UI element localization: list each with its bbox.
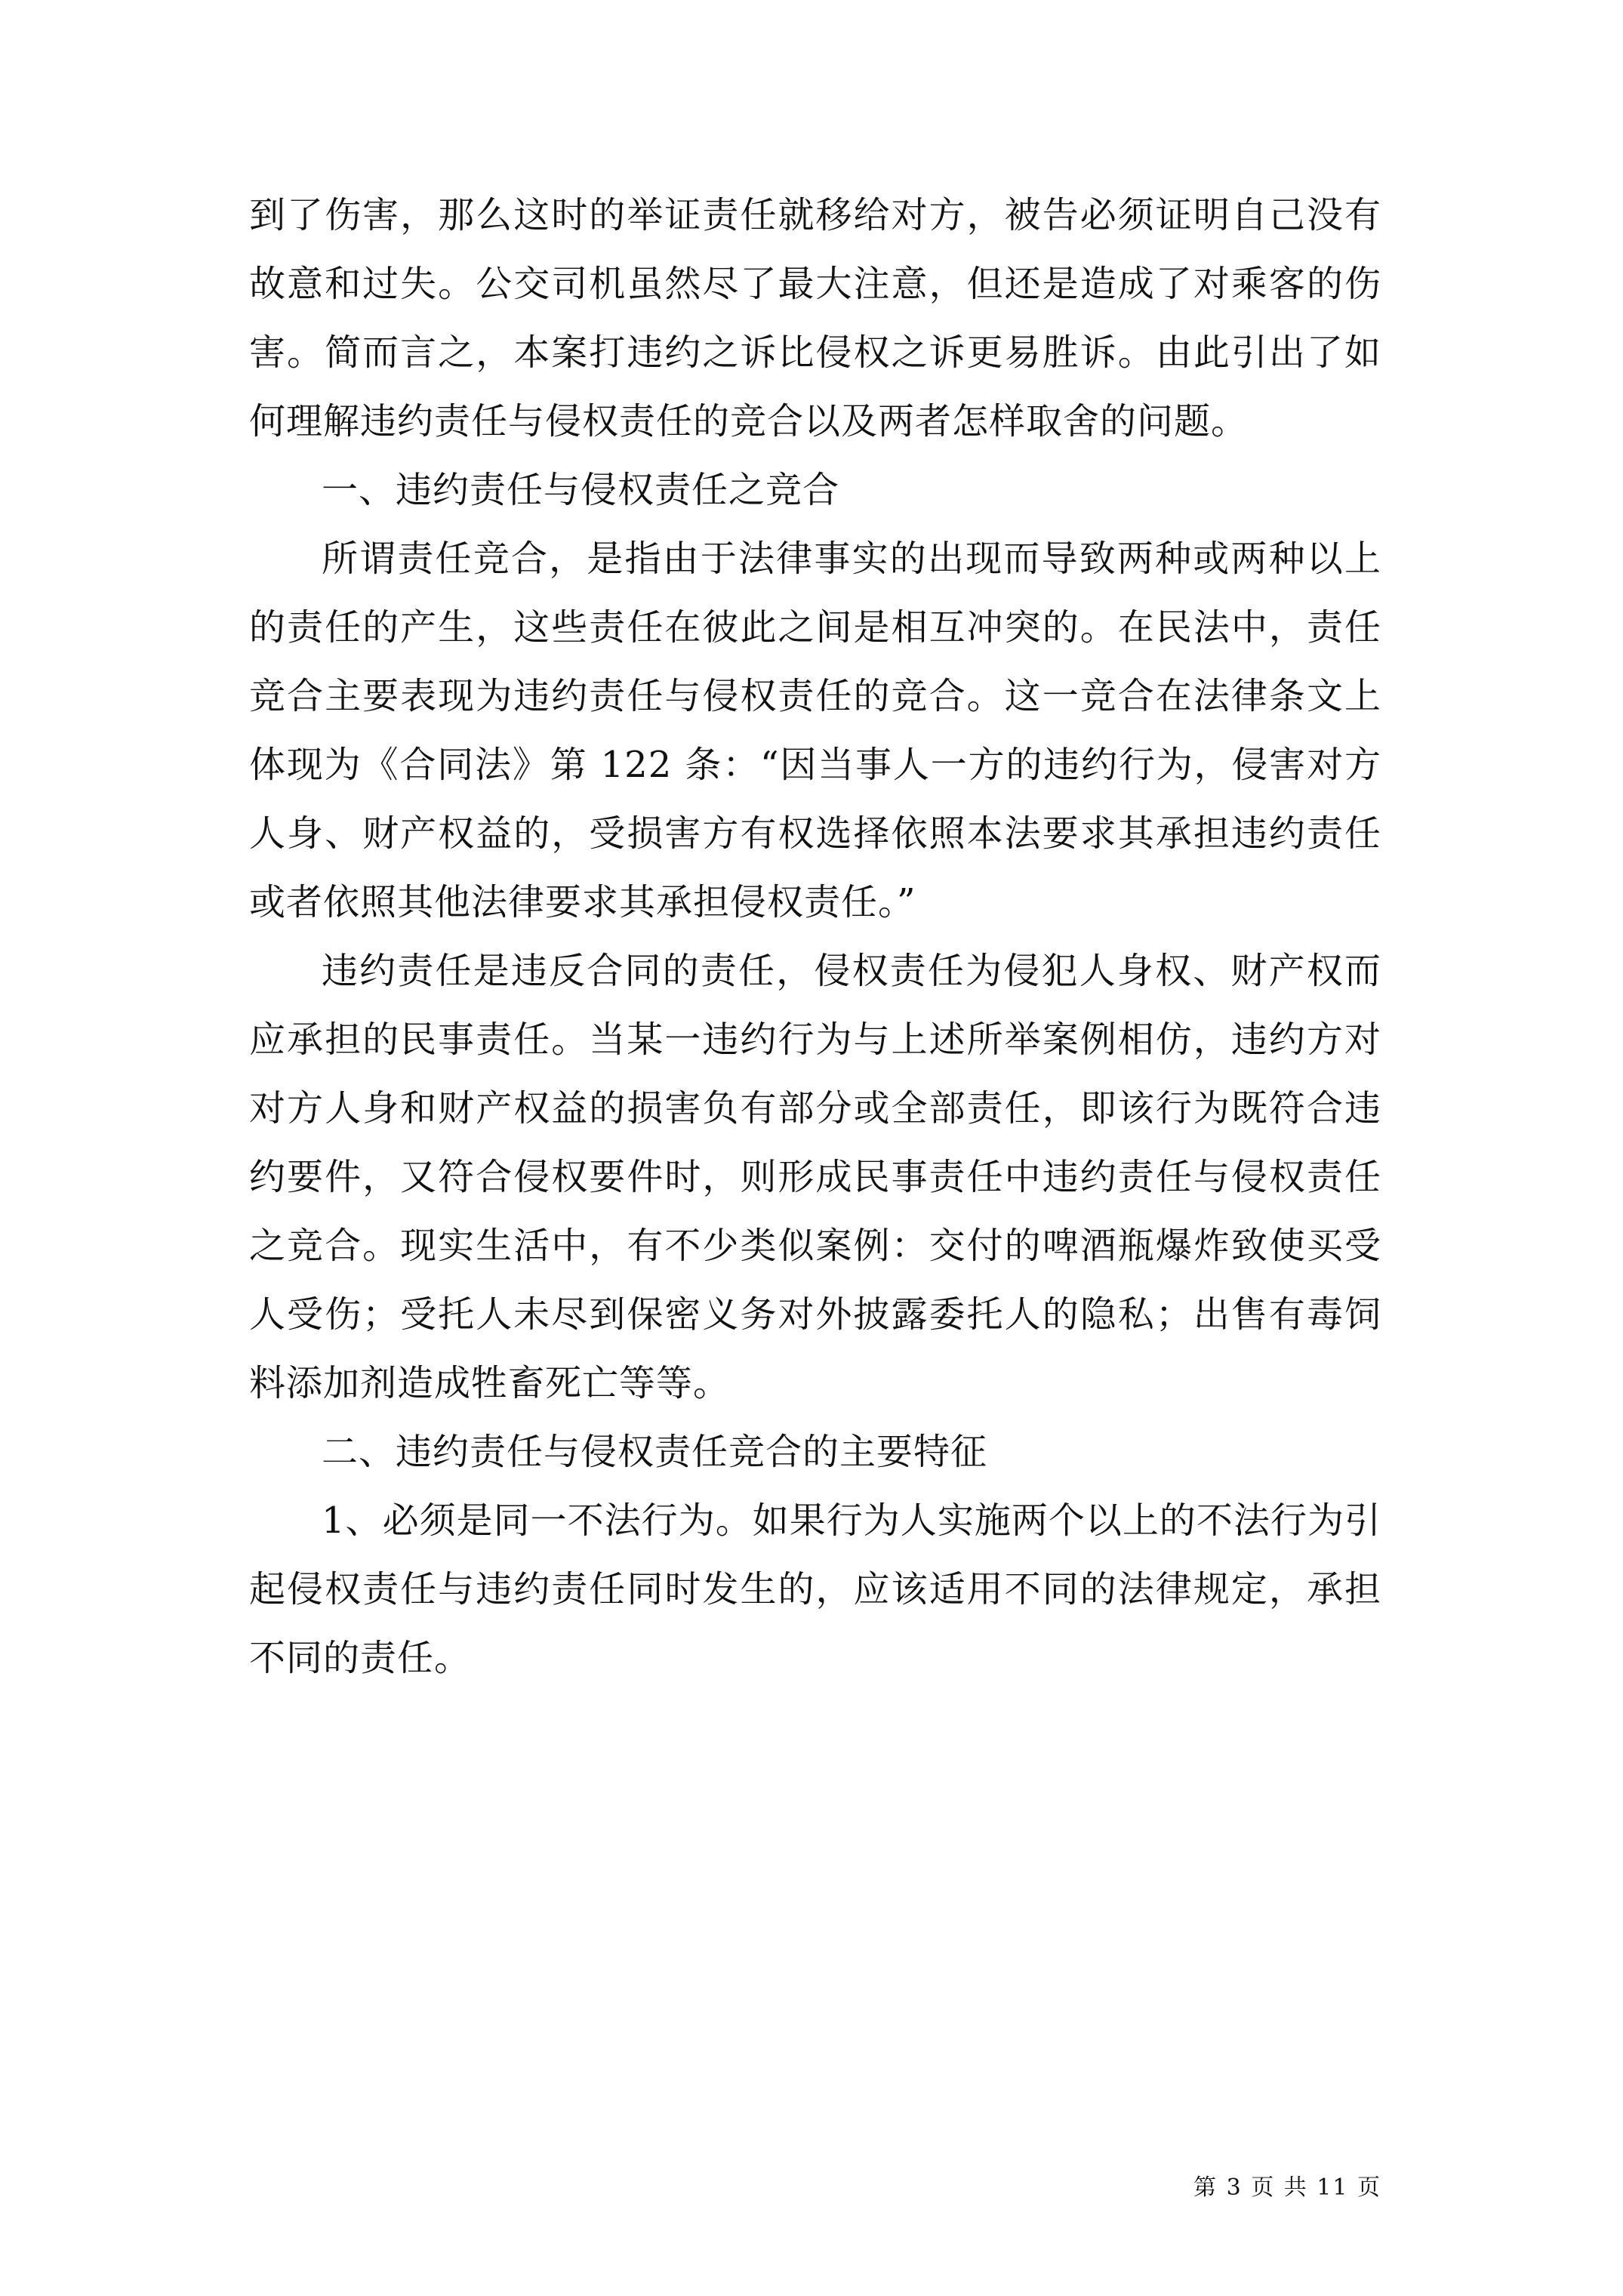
paragraph-feature-1: 1、必须是同一不法行为。如果行为人实施两个以上的不法行为引起侵权责任与违约责任同时发生的，应该适用不同的法律规定，承担不同的责任。 — [249, 1499, 1381, 1679]
paragraph-continuation: 到了伤害，那么这时的举证责任就移给对方，被告必须证明自己没有故意和过失。公交司机虽然尽了最大注意，但还是造成了对乘客的伤害。简而言之，本案打违约之诉比侵权之诉更易胜诉。由此引出了如何理解违约责任与侵权责任的竞合以及两者怎样取舍的问题。 — [249, 194, 1381, 442]
section-heading-1: 一、违约责任与侵权责任之竞合 — [322, 469, 840, 511]
section-heading-2: 二、违约责任与侵权责任竞合的主要特征 — [322, 1431, 988, 1473]
document-body — [249, 181, 1381, 1693]
paragraph-definition: 所谓责任竞合，是指由于法律事实的出现而导致两种或两种以上的责任的产生，这些责任在彼此之间是相互冲突的。在民法中，责任竞合主要表现为违约责任与侵权责任的竞合。这一竞合在法律条文上体现为《合同法》第 122 条：“因当事人一方的违约行为，侵害对方人身、财产权益的，受损害方有权选择依照本法要求其承担违约责任或者依照其他法律要求其承担侵权责任。” — [249, 538, 1381, 923]
page-number: 第 3 页 共 11 页 — [1193, 2174, 1381, 2201]
paragraph-explanation: 违约责任是违反合同的责任，侵权责任为侵犯人身权、财产权而应承担的民事责任。当某一违约行为与上述所举案例相仿，违约方对对方人身和财产权益的损害负有部分或全部责任，即该行为既符合违约要件，又符合侵权要件时，则形成民事责任中违约责任与侵权责任之竞合。现实生活中，有不少类似案例：交付的啤酒瓶爆炸致使买受人受伤；受托人未尽到保密义务对外披露委托人的隐私；出售有毒饲料添加剂造成牲畜死亡等等。 — [249, 950, 1381, 1404]
